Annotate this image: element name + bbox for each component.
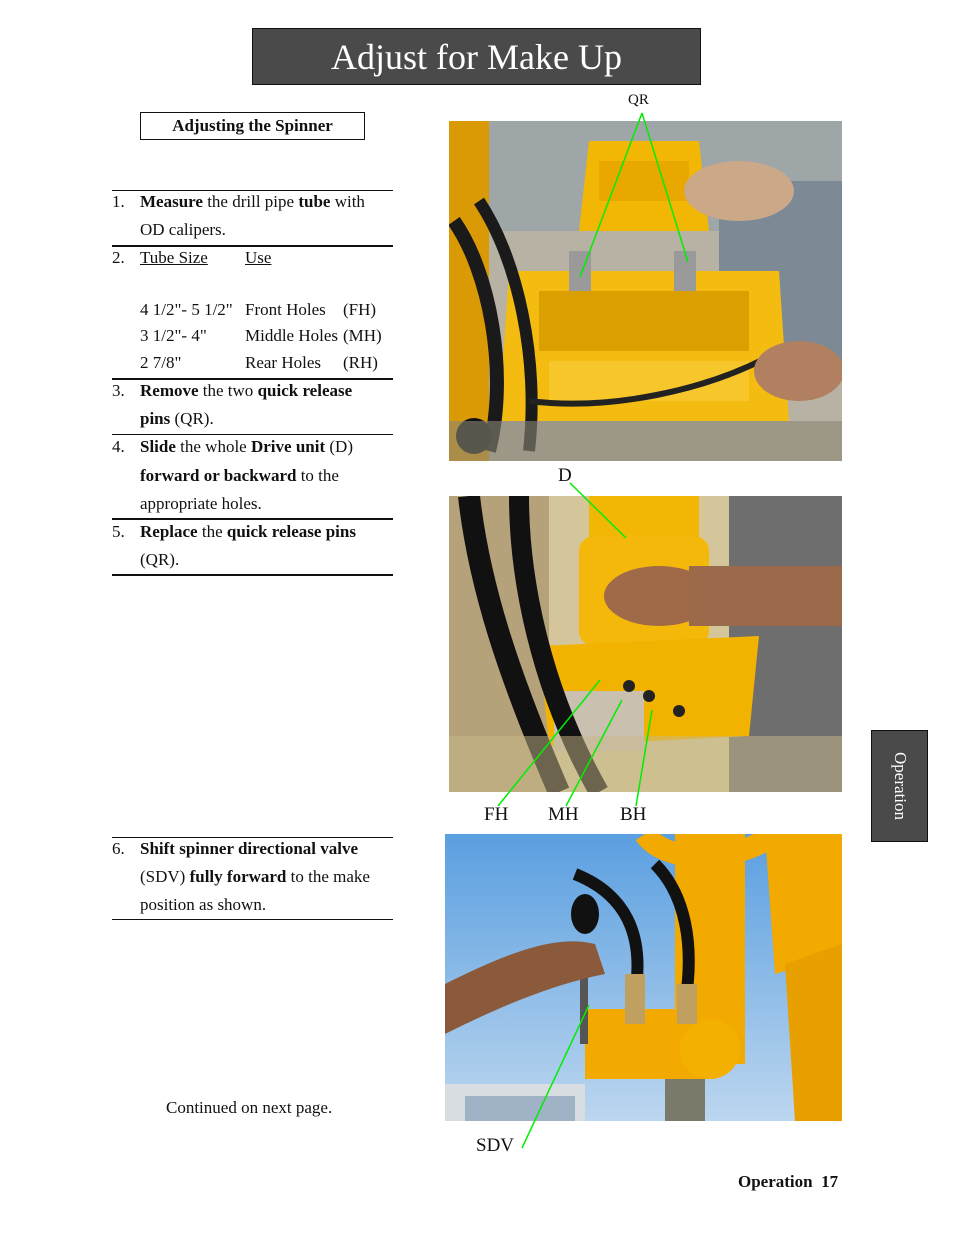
callout-line-qr-right (642, 113, 688, 262)
callout-line-qr-left (580, 113, 642, 277)
step-text: Slide the whole Drive unit (D) (140, 437, 353, 456)
abbr-cell: (FH) (343, 300, 377, 319)
step-number: 1. (112, 192, 125, 211)
step-text: Replace the quick release pins (140, 522, 356, 541)
step-text: Shift spinner directional valve (140, 839, 359, 858)
tube-size-cell: 4 1/2"- 5 1/2" (140, 300, 233, 319)
step-text: (QR). (140, 550, 180, 569)
callout-line-bh (636, 710, 652, 806)
step-text: pins (QR). (140, 409, 214, 428)
step-text: appropriate holes. (140, 494, 262, 513)
step-text: position as shown. (140, 895, 267, 914)
step-text: Remove the two quick release (140, 381, 353, 400)
callout-label-fh: FH (484, 804, 509, 825)
callout-line-mh (566, 700, 622, 806)
abbr-cell: (MH) (343, 326, 382, 345)
page-footer (738, 1172, 838, 1192)
page-number: 17 (821, 1172, 839, 1191)
side-tab-operation: Operation (871, 730, 928, 842)
callout-label-bh: BH (620, 804, 647, 825)
use-cell: Middle Holes (245, 326, 339, 345)
continued-note: Continued on next page. (166, 1098, 333, 1117)
callout-label-sdv: SDV (476, 1135, 515, 1156)
step-text: (SDV) fully forward to the make (140, 867, 370, 886)
callout-line-sdv (522, 1005, 589, 1148)
column-header-use: Use (245, 248, 272, 267)
abbr-cell: (RH) (343, 353, 378, 372)
step-text: OD calipers. (140, 220, 226, 239)
step-number: 5. (112, 522, 125, 541)
callout-line-fh (498, 680, 600, 806)
page-title: Adjust for Make Up (252, 28, 701, 85)
footer-section: Operation (738, 1172, 813, 1191)
step-text: Measure the drill pipe tube with (140, 192, 365, 211)
section-heading: Adjusting the Spinner (140, 112, 365, 140)
use-cell: Rear Holes (245, 353, 322, 372)
callout-line-d (570, 483, 626, 538)
use-cell: Front Holes (245, 300, 326, 319)
tube-size-cell: 3 1/2"- 4" (140, 326, 207, 345)
step-number: 3. (112, 381, 125, 400)
column-header-tube-size: Tube Size (140, 248, 208, 267)
step-number: 4. (112, 437, 125, 456)
step-number: 2. (112, 248, 125, 267)
step-number: 6. (112, 839, 125, 858)
step-text: forward or backward to the (140, 466, 339, 485)
callout-label-qr: QR (628, 92, 649, 108)
callout-label-mh: MH (548, 804, 579, 825)
callout-label-d: D (558, 465, 572, 486)
tube-size-cell: 2 7/8" (140, 353, 182, 372)
